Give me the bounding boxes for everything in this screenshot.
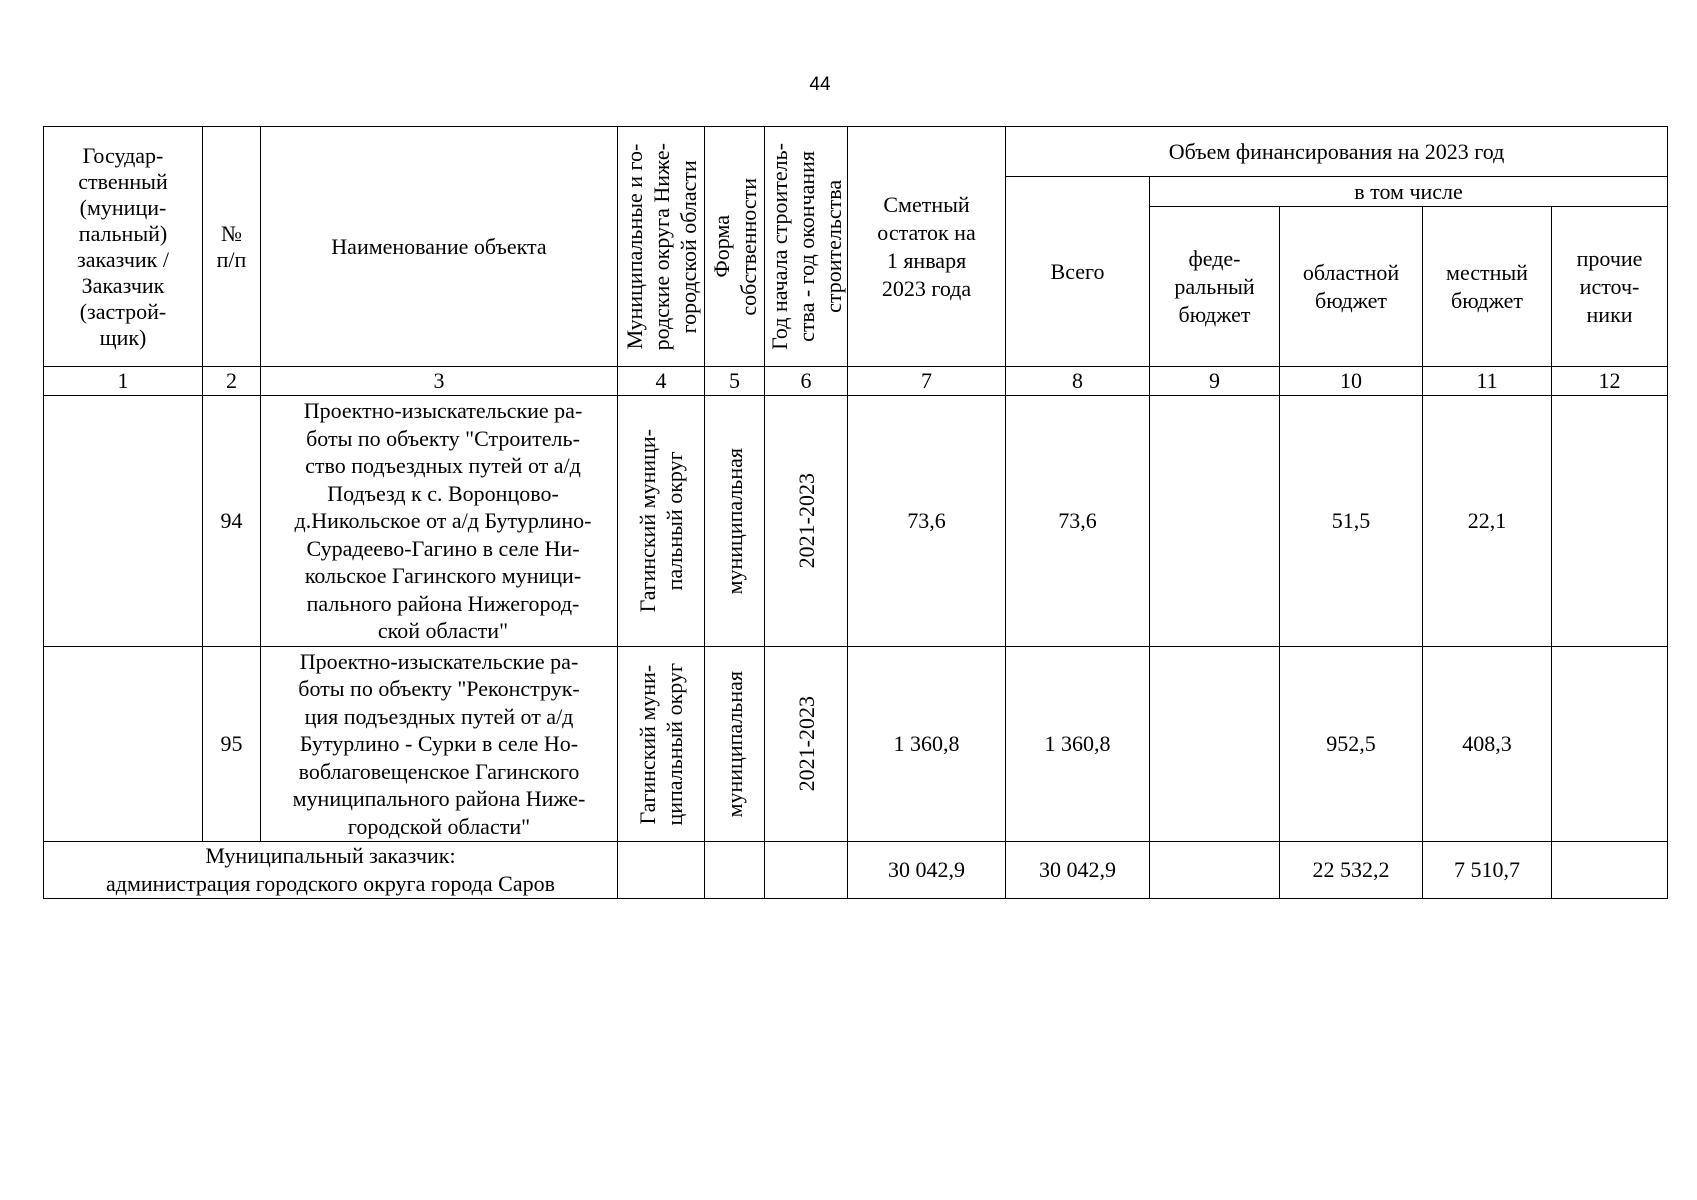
row-estimate-balance: 73,6 xyxy=(848,396,1006,647)
header-municipality-label: Муниципальные и го- родские округа Ниже- городской области xyxy=(621,142,701,351)
header-federal: феде- ральный бюджет xyxy=(1150,207,1280,367)
row-num: 95 xyxy=(203,647,261,842)
total-estimate-balance: 30 042,9 xyxy=(848,842,1006,899)
financing-table xyxy=(43,126,1668,899)
header-financing-title: Объем финансирования на 2023 год xyxy=(1006,127,1668,177)
header-num: № п/п xyxy=(203,127,261,367)
total-row-label: Муниципальный заказчик: администрация городского округа города Саров xyxy=(44,842,618,899)
total-federal xyxy=(1150,842,1280,899)
row-municipality-text: Гагинский муници- пальный округ xyxy=(635,429,687,613)
row-ownership xyxy=(705,396,765,647)
row-federal xyxy=(1150,647,1280,842)
row-object-name-text: Проектно-изыскательские ра- боты по объекту "Строитель- ство подъездных путей от а/д Подъезд к с. Воронцово- д.Никольское от а/д Бутурлино- Сурадеево-Гагино в селе Ни- кольское Гагинского муници- пального района Нижегород- ской области" xyxy=(294,398,592,644)
row-total: 73,6 xyxy=(1006,396,1150,647)
header-customer: Государ- ственный (муници- пальный) заказчик / Заказчик (застрой- щик) xyxy=(44,127,203,367)
row-municipality xyxy=(618,396,705,647)
header-local: местный бюджет xyxy=(1423,207,1552,367)
row-federal xyxy=(1150,396,1280,647)
header-municipality xyxy=(618,127,705,367)
row-years-text: 2021-2023 xyxy=(793,473,819,569)
row-municipality-text: Гагинский муни- ципальный округ xyxy=(635,662,687,826)
row-customer xyxy=(44,396,203,647)
row-years xyxy=(765,647,848,842)
row-total: 1 360,8 xyxy=(1006,647,1150,842)
total-row xyxy=(44,842,1668,899)
column-number: 1 xyxy=(44,367,203,396)
column-number: 10 xyxy=(1280,367,1423,396)
column-number: 5 xyxy=(705,367,765,396)
row-ownership xyxy=(705,647,765,842)
column-number: 4 xyxy=(618,367,705,396)
column-number: 7 xyxy=(848,367,1006,396)
total-local: 7 510,7 xyxy=(1423,842,1552,899)
row-other xyxy=(1552,647,1668,842)
header-object-name: Наименование объекта xyxy=(261,127,618,367)
header-ownership xyxy=(705,127,765,367)
row-local: 408,3 xyxy=(1423,647,1552,842)
row-regional: 952,5 xyxy=(1280,647,1423,842)
column-number: 12 xyxy=(1552,367,1668,396)
row-ownership-text: муниципальная xyxy=(722,670,747,818)
total-other xyxy=(1552,842,1668,899)
row-regional: 51,5 xyxy=(1280,396,1423,647)
total-years xyxy=(765,842,848,899)
table-row xyxy=(44,396,1668,647)
row-years-text: 2021-2023 xyxy=(793,696,819,792)
total-total: 30 042,9 xyxy=(1006,842,1150,899)
row-other xyxy=(1552,396,1668,647)
row-estimate-balance: 1 360,8 xyxy=(848,647,1006,842)
header-row xyxy=(44,127,1668,177)
column-number: 11 xyxy=(1423,367,1552,396)
row-local: 22,1 xyxy=(1423,396,1552,647)
page-number: 44 xyxy=(809,74,831,95)
header-years-label: Год начала строитель- ства - год окончания строительства xyxy=(766,143,846,350)
column-number-row xyxy=(44,367,1668,396)
total-municipality xyxy=(618,842,705,899)
header-including: в том числе xyxy=(1150,177,1668,207)
row-object-name xyxy=(261,647,618,842)
header-regional: областной бюджет xyxy=(1280,207,1423,367)
row-object-name-text: Проектно-изыскательские ра- боты по объекту "Реконструк- ция подъездных путей от а/д Бутурлино - Сурки в селе Но- воблаговещенское Гагинского муниципального района Ниже- городской области" xyxy=(292,648,586,839)
header-years xyxy=(765,127,848,367)
total-ownership xyxy=(705,842,765,899)
row-ownership-text: муниципальная xyxy=(722,447,747,595)
table-row xyxy=(44,647,1668,842)
column-number: 6 xyxy=(765,367,848,396)
row-num: 94 xyxy=(203,396,261,647)
column-number: 2 xyxy=(203,367,261,396)
column-number: 9 xyxy=(1150,367,1280,396)
row-years xyxy=(765,396,848,647)
column-number: 8 xyxy=(1006,367,1150,396)
header-total: Всего xyxy=(1006,177,1150,367)
column-number: 3 xyxy=(261,367,618,396)
row-object-name xyxy=(261,396,618,647)
row-customer xyxy=(44,647,203,842)
header-ownership-label: Форма собственности xyxy=(708,177,761,316)
row-municipality xyxy=(618,647,705,842)
header-other: прочие источ- ники xyxy=(1552,207,1668,367)
total-regional: 22 532,2 xyxy=(1280,842,1423,899)
header-estimate-balance: Сметный остаток на 1 января 2023 года xyxy=(848,127,1006,367)
